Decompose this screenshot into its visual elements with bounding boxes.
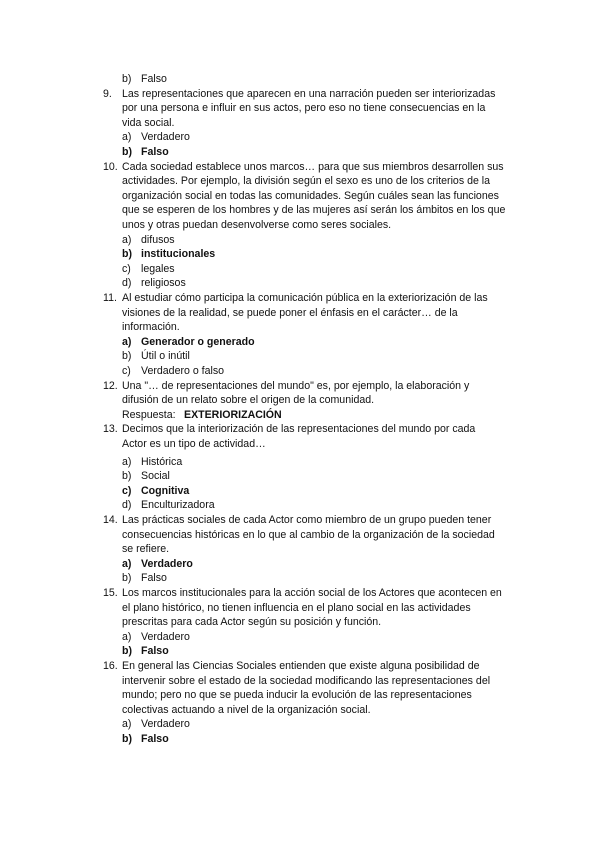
option-letter: c) <box>122 365 131 377</box>
option-text: Falso <box>141 572 167 585</box>
question-text-line: Decimos que la interiorización de las representaciones del mundo por cada <box>122 423 476 436</box>
option-text: Útil o inútil <box>141 350 190 363</box>
option-letter: b) <box>122 572 132 585</box>
option-letter: b) <box>122 73 132 85</box>
option-letter: b) <box>122 733 132 745</box>
question-text-line: Al estudiar cómo participa la comunicación pública en la exteriorización de las <box>122 292 488 304</box>
question-number: 14. <box>103 514 118 526</box>
option-letter: a) <box>122 557 132 570</box>
option-text: Verdadero o falso <box>141 365 225 377</box>
option-text: Social <box>141 470 170 483</box>
question-text-line: difusión de un relato sobre el origen de la comunidad. <box>122 394 375 407</box>
question-number: 10. <box>103 160 118 173</box>
question-text-line: En general las Ciencias Sociales entienden que existe alguna posibilidad de <box>122 660 480 672</box>
question-text-line: mundo; pero no que se pueda inducir la evolución de las representaciones <box>122 689 472 702</box>
option-text: Generador o generado <box>141 335 255 348</box>
question-text-line: prescritas para cada Actor según su posición y función. <box>122 616 382 629</box>
option-letter: b) <box>122 470 132 483</box>
option-letter: a) <box>122 335 132 348</box>
option-text: Verdadero <box>141 557 193 570</box>
question-text-line: que se esperen de los hombres y de las mujeres así serán los ámbitos en los que <box>122 204 506 217</box>
question-text-line: intervenir sobre el estado de la sociedad modificando las representaciones del <box>122 674 491 687</box>
question-text-line: unos y otras puedan desenvolverse como seres sociales. <box>122 219 392 231</box>
answer-value: EXTERIORIZACIÓN <box>184 408 282 421</box>
question-text-line: consecuencias históricas en lo que al cambio de la organización de la sociedad <box>122 528 495 541</box>
question-text-line: Las prácticas sociales de cada Actor como miembro de un grupo pueden tener <box>122 514 492 526</box>
question-number: 11. <box>103 292 117 304</box>
question-text-line: visiones de la realidad, se puede poner el énfasis en el carácter… de la <box>122 306 458 319</box>
question-text-line: el plano histórico, no tienen influencia en el plano social en las actividades <box>122 601 471 614</box>
option-letter: d) <box>122 499 132 512</box>
option-text: Verdadero <box>141 131 190 144</box>
option-letter: c) <box>122 262 131 275</box>
option-letter: a) <box>122 455 132 468</box>
option-text: Enculturizadora <box>141 499 215 512</box>
option-text: Falso <box>141 733 169 745</box>
option-letter: c) <box>122 484 132 497</box>
option-letter: b) <box>122 146 132 158</box>
option-text: Falso <box>141 645 169 658</box>
option-text: Verdadero <box>141 718 190 731</box>
question-number: 15. <box>103 587 118 599</box>
option-text: religiosos <box>141 277 186 290</box>
option-text: difusos <box>141 233 175 246</box>
option-text: Falso <box>141 73 167 85</box>
question-number: 16. <box>103 660 118 672</box>
option-letter: b) <box>122 350 132 363</box>
option-text: Verdadero <box>141 630 190 643</box>
option-text: Falso <box>141 146 169 158</box>
question-text-line: Una "… de representaciones del mundo" es, por ejemplo, la elaboración y <box>122 379 470 392</box>
question-text-line: Actor es un tipo de actividad… <box>122 438 266 450</box>
answer-label: Respuesta: EXTERIORIZACIÓN <box>122 408 282 421</box>
question-text-line: colectivas actuando a nivel de la organización social. <box>122 703 371 716</box>
option-letter: b) <box>122 645 132 658</box>
option-text: Histórica <box>141 455 183 468</box>
question-text-line: organización social en todas las comunidades. Según cuáles sean las funciones <box>122 189 499 202</box>
question-text-line: por una persona e influir en sus actos, pero eso no tiene consecuencias en la <box>122 102 486 115</box>
option-letter: b) <box>122 248 132 261</box>
option-letter: a) <box>122 233 132 246</box>
option-letter: a) <box>122 131 132 144</box>
question-text-line: vida social. <box>122 116 175 129</box>
question-text-line: se refiere. <box>122 543 170 556</box>
question-number: 13. <box>103 423 118 436</box>
option-text: institucionales <box>141 248 216 261</box>
question-text-line: información. <box>122 321 180 334</box>
option-letter: a) <box>122 718 132 731</box>
option-text: Cognitiva <box>141 484 190 497</box>
question-text-line: Los marcos institucionales para la acción social de los Actores que acontecen en <box>122 587 502 599</box>
option-text: legales <box>141 262 175 275</box>
question-text-line: Cada sociedad establece unos marcos… para que sus miembros desarrollen sus <box>122 160 504 173</box>
question-text-line: actividades. Por ejemplo, la división según el sexo es uno de los criterios de la <box>122 175 491 188</box>
option-letter: a) <box>122 630 132 643</box>
question-text-line: Las representaciones que aparecen en una narración pueden ser interiorizadas <box>122 87 496 100</box>
question-number: 12. <box>103 379 118 392</box>
question-number: 9. <box>103 87 112 100</box>
option-letter: d) <box>122 277 132 290</box>
